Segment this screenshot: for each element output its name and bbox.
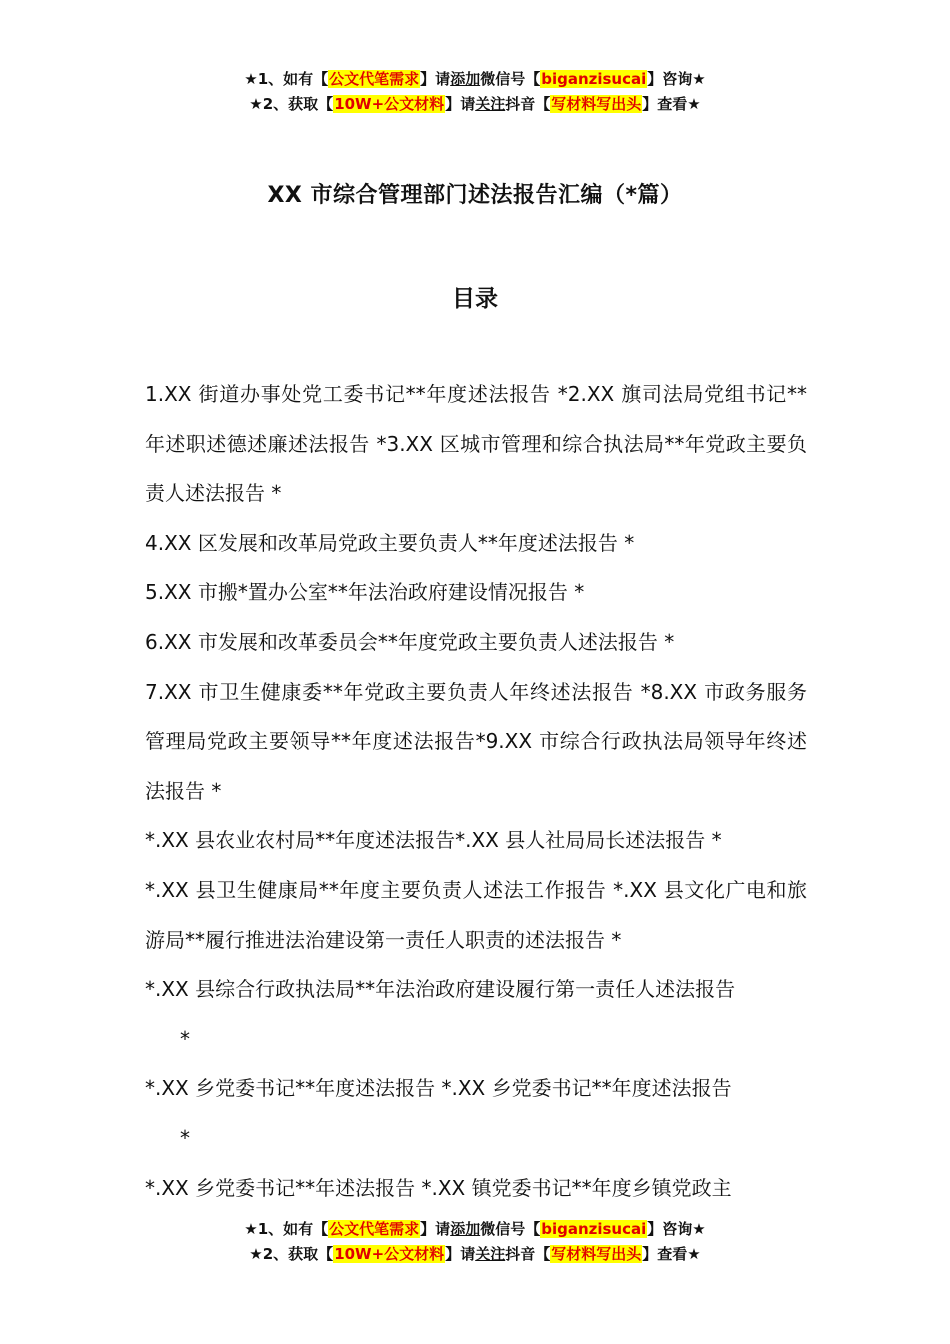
promo-text: ★1、如有【 xyxy=(244,1220,329,1238)
promo-banner-top xyxy=(0,67,950,117)
promo-text: 】请 xyxy=(420,70,451,88)
toc-entry-continuation: * xyxy=(180,1026,190,1051)
promo-text: 抖音【 xyxy=(505,95,551,113)
promo-text: 】请 xyxy=(445,1245,476,1263)
toc-entry: *.XX 县卫生健康局**年度主要负责人述法工作报告 *.XX 县文化广电和旅游局**履行推进法治建设第一责任人职责的述法报告 * xyxy=(145,877,807,952)
promo-banner-bottom xyxy=(0,1217,950,1267)
toc-entry: *.XX 乡党委书记**年度述法报告 *.XX 乡党委书记**年度述法报告 xyxy=(145,1076,732,1101)
toc-entry: *.XX 县综合行政执法局**年法治政府建设履行第一责任人述法报告 xyxy=(145,977,736,1002)
toc-entry: 6.XX 市发展和改革委员会**年度党政主要负责人述法报告 * xyxy=(145,629,675,654)
promo-highlight-wechat: biganzisucai xyxy=(541,70,647,88)
promo-underline: 关注 xyxy=(475,95,506,113)
promo-text: 】咨询★ xyxy=(647,70,706,88)
promo-highlight-douyin: 写材料写出头 xyxy=(551,95,642,113)
promo-underline: 关注 xyxy=(475,1245,506,1263)
promo-underline: 添加 xyxy=(450,1220,481,1238)
promo-text: ★1、如有【 xyxy=(244,70,329,88)
promo-text: ★2、获取【 xyxy=(249,1245,334,1263)
promo-line-1 xyxy=(0,67,950,92)
toc-entry: 5.XX 市搬*置办公室**年法治政府建设情况报告 * xyxy=(145,580,585,605)
promo-highlight: 10W+公文材料 xyxy=(334,1245,445,1263)
promo-text: 】查看★ xyxy=(642,1245,701,1263)
toc-entry: 1.XX 街道办事处党工委书记**年度述法报告 *2.XX 旗司法局党组书记**年述职述德述廉述法报告 *3.XX 区城市管理和综合执法局**年党政主要负责人述法报告 * xyxy=(145,382,807,506)
promo-text: 】咨询★ xyxy=(647,1220,706,1238)
toc-entry: 4.XX 区发展和改革局党政主要负责人**年度述法报告 * xyxy=(145,530,635,555)
toc-heading: 目录 xyxy=(452,286,498,312)
promo-highlight: 公文代笔需求 xyxy=(329,70,420,88)
promo-highlight-wechat: biganzisucai xyxy=(541,1220,647,1238)
toc-entry: *.XX 乡党委书记**年述法报告 *.XX 镇党委书记**年度乡镇党政主 xyxy=(145,1175,732,1200)
promo-line-2 xyxy=(0,92,950,117)
toc-entry-continuation: * xyxy=(180,1125,190,1150)
toc-entry: 7.XX 市卫生健康委**年党政主要负责人年终述法报告 *8.XX 市政务服务管理局党政主要领导**年度述法报告*9.XX 市综合行政执法局领导年终述法报告 * xyxy=(145,679,807,803)
promo-text: 】请 xyxy=(445,95,476,113)
promo-text: 微信号【 xyxy=(480,1220,541,1238)
promo-text: 】请 xyxy=(420,1220,451,1238)
promo-highlight: 公文代笔需求 xyxy=(329,1220,420,1238)
promo-highlight-douyin: 写材料写出头 xyxy=(551,1245,642,1263)
promo-highlight: 10W+公文材料 xyxy=(334,95,445,113)
promo-text: 】查看★ xyxy=(642,95,701,113)
promo-line-2 xyxy=(0,1242,950,1267)
promo-underline: 添加 xyxy=(450,70,481,88)
document-title: XX 市综合管理部门述法报告汇编（*篇） xyxy=(267,183,683,208)
promo-line-1 xyxy=(0,1217,950,1242)
table-of-contents xyxy=(145,370,807,1213)
toc-entry: *.XX 县农业农村局**年度述法报告*.XX 县人社局局长述法报告 * xyxy=(145,828,722,853)
promo-text: 抖音【 xyxy=(505,1245,551,1263)
promo-text: ★2、获取【 xyxy=(249,95,334,113)
promo-text: 微信号【 xyxy=(480,70,541,88)
